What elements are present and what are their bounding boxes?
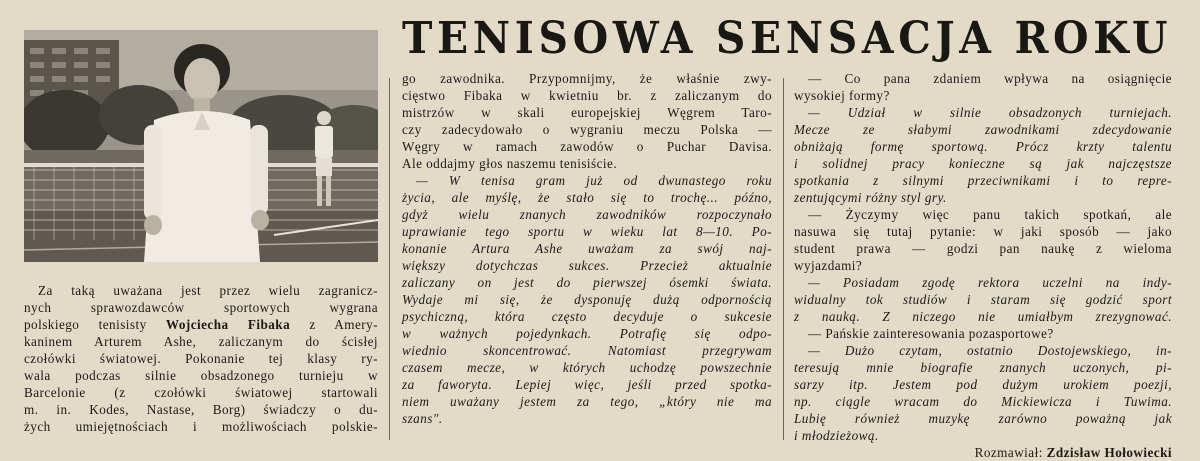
text-line: obniżają formę sportową. Prócz krzty talentu <box>794 139 1172 154</box>
text-line: uprawianie tego sportu w wieku lat 8—10. Po- <box>402 224 772 239</box>
text-line: Lubię również muzykę zarówno poważną jak <box>794 411 1172 426</box>
text-line: i solidnej pracy konieczne są jak najczęstsze <box>794 156 1172 171</box>
text-line: szans". <box>402 411 443 426</box>
text-line: czasem mecze, w których uchodzę powszechnie <box>402 360 772 375</box>
text-line: teresują mnie biografie znanych uczonych, pi- <box>794 360 1172 375</box>
text-line: i młodzieżową. <box>794 428 879 443</box>
text-line: — Życzymy więc panu takich spotkań, ale <box>808 207 1172 222</box>
text-line: psychiczną, która często decyduje o sukcesie <box>402 309 772 324</box>
text-line: Węgry w ramach zawodów o Puchar Davisa. <box>402 139 772 154</box>
text-line: wala podczas silnie obsadzonego turnieju w <box>24 368 378 383</box>
text-line: żych umiejętnościach i możliwościach polskie- <box>24 419 378 434</box>
article-headline: TENISOWA SENSACJA ROKU <box>402 13 1173 64</box>
text-line: konanie Artura Ashe uważam za swój naj- <box>402 241 772 256</box>
text-line: Ale oddajmy głos naszemu tenisiście. <box>402 156 618 171</box>
text-line: Rozmawiał: Zdzisław Hołowiecki <box>974 445 1172 460</box>
text-line: m. in. Kodes, Nastase, Borg) świadczy o du- <box>24 402 378 417</box>
text-line: życia, ale myślę, że stało się to trochę... późno, <box>402 190 772 205</box>
text-line: zaliczany on jest do pierwszej ósemki świata. <box>402 275 772 290</box>
text-line: go zawodnika. Przypomnijmy, że właśnie zwy- <box>402 71 772 86</box>
text-line: w ważnych pojedynkach. Potrafię się odpo- <box>402 326 772 341</box>
text-line: — W tenisa gram już od dwunastego roku <box>416 173 772 188</box>
text-line: np. ciągle wracam do Mickiewicza i Tuwima. <box>794 394 1172 409</box>
article-column-1 <box>24 282 378 435</box>
text-line: nasuwa się tutaj pytanie: w jaki sposób — jako <box>794 224 1172 239</box>
text-line: — Dużo czytam, ostatnio Dostojewskiego, in- <box>808 343 1172 358</box>
text-line: z nauką. Z niczego nie umiałbym zrezygnować. <box>794 309 1172 324</box>
text-line: wysokiej formy? <box>794 88 890 103</box>
bold-name: Wojciecha Fibaka <box>165 317 291 332</box>
text-line: — Posiadam zgodę rektora uczelni na indy- <box>808 275 1172 290</box>
text-line: zentującymi różny styl gry. <box>794 190 947 205</box>
text-line: kaninem Arturem Ashe, zaliczanym do ścisłej <box>24 334 378 349</box>
bold-name: Zdzisław Hołowiecki <box>1046 445 1172 460</box>
text-line: Za taką uważana jest przez wielu zagranicz- <box>38 283 378 298</box>
text-line: polskiego tenisisty Wojciecha Fibaka z Amery- <box>24 317 379 332</box>
text-line: — Pańskie zainteresowania pozasportowe? <box>808 326 1054 341</box>
column-divider-right <box>783 78 784 440</box>
text-line: Mecze ze słabymi zawodnikami zdecydowanie <box>794 122 1172 137</box>
photo-illustration <box>24 30 378 262</box>
text-line: czołówki światowej. Pokonanie tej klasy ry- <box>24 351 378 366</box>
text-line: spotkania z silnymi przeciwnikami i to repre- <box>794 173 1172 188</box>
text-line: sarzy itp. Jestem pod dużym urokiem poezji, <box>794 377 1172 392</box>
text-line: niem uważany jestem za tego, „który nie ma <box>402 394 772 409</box>
text-line: widualny tok studiów i staram się godzić sport <box>794 292 1172 307</box>
text-line: czy zadecydowało o wygraniu meczu Polska — <box>402 122 772 137</box>
text-line: za faworyta. Lepiej więc, jeśli przed spotka- <box>402 377 772 392</box>
text-line: nych sprawozdawców sportowych wygrana <box>24 300 378 315</box>
text-line: Barcelonie (z czołówki światowej startowali <box>24 385 378 400</box>
text-line: — Co pana zdaniem wpływa na osiągnięcie <box>808 71 1172 86</box>
column-divider-left <box>389 78 390 440</box>
article-column-2 <box>402 70 772 427</box>
text-line: wyjazdami? <box>794 258 863 273</box>
text-line: cięstwo Fibaka w kwietniu br. z zaliczanym do <box>402 88 772 103</box>
text-line: mistrzów w skali europejskiej Węgrem Taro- <box>402 105 772 120</box>
text-line: wiednio skoncentrować. Natomiast przegrywam <box>402 343 772 358</box>
text-line: — Udział w silnie obsadzonych turniejach. <box>808 105 1172 120</box>
article-column-3 <box>794 70 1172 461</box>
text-line: większy dotychczas sukces. Przecież aktualnie <box>402 258 772 273</box>
text-line: Wydaje mi się, że dysponuję dużą odpornością <box>402 292 772 307</box>
tennis-player-photo <box>24 30 378 262</box>
text-line: student prawa — godzi pan naukę z wieloma <box>794 241 1172 256</box>
text-line: gdyż wielu znanych zawodników rozpoczynało <box>402 207 772 222</box>
